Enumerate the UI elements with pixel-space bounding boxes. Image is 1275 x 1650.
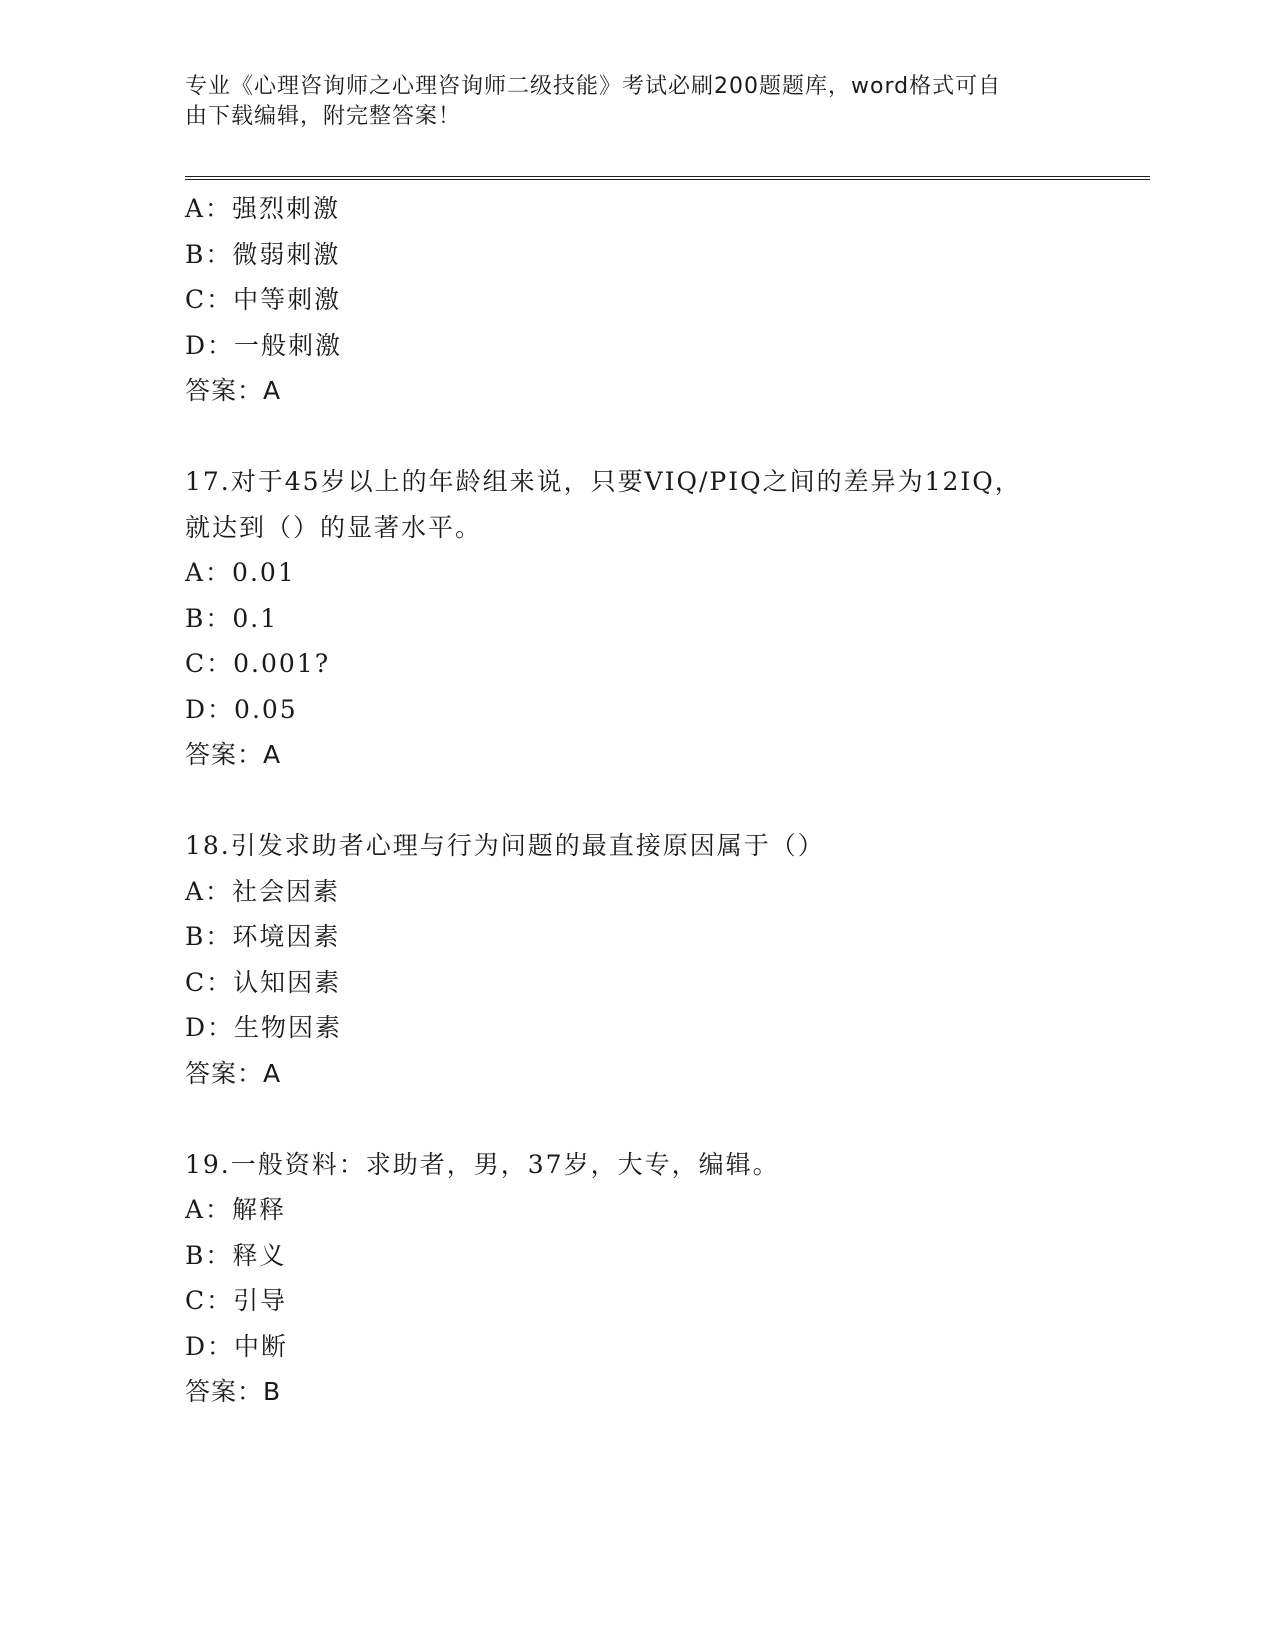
option-c: C：0.001? [185,649,331,678]
answer: 答案：A [185,376,282,405]
header-divider [185,176,1150,180]
question-18 [185,823,1065,1096]
option-a: A：社会因素 [185,876,341,906]
option-c: C：引导 [185,1286,288,1315]
question-list [185,186,1065,1415]
option-d: D：生物因素 [185,1013,343,1042]
answer: 答案：A [185,740,282,769]
option-b: B：0.1 [185,603,279,633]
option-d: D：0.05 [185,694,298,724]
option-d: D：一般刺激 [185,330,343,360]
option-a: A：0.01 [185,558,296,587]
question-title: 18.引发求助者心理与行为问题的最直接原因属于（） [185,831,825,860]
option-b: B：环境因素 [185,922,341,951]
question-title: 19.一般资料：求助者，男，37岁，大专，编辑。 [185,1149,780,1179]
answer: 答案：A [185,1058,282,1088]
question-17 [185,459,1065,778]
option-b: B：微弱刺激 [185,239,341,269]
option-c: C：中等刺激 [185,285,342,314]
page-header [185,72,1065,132]
question-title: 17.对于45岁以上的年龄组来说，只要VIQ/PIQ之间的差异为12IQ， [185,467,1022,496]
header-line-2: 由下载编辑，附完整答案！ [185,104,462,129]
option-d: D：中断 [185,1331,289,1361]
header-line-1: 专业《心理咨询师之心理咨询师二级技能》考试必刷200题题库，word格式可自 [185,74,1002,99]
question-19 [185,1142,1065,1415]
option-a: A：强烈刺激 [185,194,341,223]
spacer [185,1096,1065,1142]
question-16 [185,186,1065,414]
spacer [185,778,1065,824]
question-title-continued: 就达到（）的显著水平。 [185,512,483,542]
option-a: A：解释 [185,1195,287,1224]
option-b: B：释义 [185,1240,287,1270]
option-c: C：认知因素 [185,967,342,997]
answer: 答案：B [185,1377,282,1406]
spacer [185,414,1065,460]
